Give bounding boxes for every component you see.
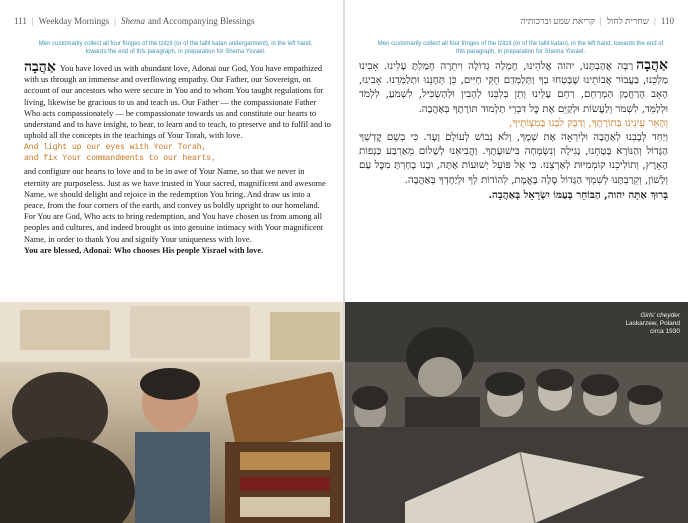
header-separator: |	[31, 16, 34, 26]
opening-hebrew-word: אַהֲבָה	[24, 60, 56, 75]
caption-line: Girls' cheyder	[640, 312, 680, 319]
instruction-note: Men customarily collect all four fringes of the tzitzit (or of the tallit katan), in the left hand, towards the end of this paragraph, in preparation for Shema Yisrael.	[377, 41, 664, 55]
header-section: שחרית לחול	[606, 16, 650, 26]
page-number: 110	[660, 16, 674, 26]
historical-photo	[345, 302, 688, 523]
right-page	[345, 0, 688, 523]
prayer-paragraph: אַהֲבָה You have loved us with abundant love, Adonai our God, You have empathized with us through an immense and overflowing empathy. Our Father, our Sovereign, on account of our ancestors who were secure in You and to whom You taught regulations for living, likewise be gracious to us and teach us. Our Father — the compassionate Father Who acts compassionately — be compassionate towards us and constitute our hearts to understand and to have insight, to hear, to learn and to teach, to preserve and to fulfil and to uphold all the concepts in the teachings of Your Torah, with love.	[24, 60, 331, 141]
classroom-photo	[0, 302, 343, 523]
closing-blessing: You are blessed, Adonai: Who chooses His people Yisrael with love.	[24, 245, 264, 255]
hebrew-prayer-text	[359, 58, 668, 202]
prayer-paragraph: אַהֲבָהרַבָּה אֲהַבְתָּנוּ, יהוה אֱלֹהֵינוּ, חֶמְלָה גְדוֹלָה וִיתֵרָה חָמַלְתָּ עָלֵינוּ. אָבִינוּ מַלְכֵּנוּ, בַּעֲבוּר אֲבוֹתֵינוּ שֶׁבָּטְחוּ בְךָ וַתְּלַמְּדֵם חֻקֵּי חַיִּים, כֵּן תְּחָנֵּנוּ וּתְלַמְּדֵנוּ. אָבִינוּ, הָאָב הָרַחֲמָן הַמְרַחֵם, רַחֵם עָלֵינוּ וְתֵן בְּלִבֵּנוּ לְהָבִין וּלְהַשְׂכִּיל, לִשְׁמֹעַ, לִלְמֹד וּלְלַמֵּד, לִשְׁמֹר וְלַעֲשׂוֹת וּלְקַיֵּם אֶת כׇּל דִּבְרֵי תַלְמוּד תּוֹרָתֶךָ בְּאַהֲבָה.	[359, 57, 668, 115]
prayer-paragraph: and configure our hearts to love and to be in awe of Your Name, so that we never in eternity are purposeless. Just as we have trusted in Your sacred, magnificent and awesome Name, we should delight and rejoice in the redemption You bring. And draw us into a peace, from the four corners of the earth, and convey us boldly upright to our homeland. For You are God, Who acts to bring redemption, and You have chosen us from among all peoples and cultures, and indeed brought us into genuine intimacy with Your magnificent Name, in order to thank You and signify Your uniqueness with love.	[24, 167, 326, 244]
highlight-line: And light up our eyes with Your Torah,	[24, 143, 207, 153]
header-separator: |	[599, 16, 602, 26]
header-title: קריאת שמע וברכותיה	[520, 16, 595, 26]
left-page-header	[14, 14, 329, 28]
highlight-line: and fix Your commandments to our hearts,	[24, 154, 217, 164]
left-page	[0, 0, 343, 523]
opening-hebrew-word: אַהֲבָה	[636, 57, 668, 73]
caption-line: Laskarzew, Poland	[625, 320, 680, 327]
header-title-rest: and Accompanying Blessings	[147, 16, 255, 26]
closing-blessing: בָּרוּךְ אַתָּה יהוה, הַבּוֹחֵר בְּעַמּוֹ יִשְׂרָאֵל בְּאַהֲבָה.	[488, 188, 668, 201]
page-number: 111	[14, 16, 27, 26]
highlight-line: וְהָאֵר עֵינֵינוּ בְּתוֹרָתֶךָ, וְדַבֵּק לִבֵּנוּ בְּמִצְוֹתֶיךָ,	[509, 117, 668, 129]
caption-line: circa 1930	[650, 328, 680, 335]
header-separator: |	[114, 16, 116, 26]
header-separator: |	[654, 16, 656, 26]
photo-caption	[610, 312, 680, 336]
prayer-paragraph: וְיַחֵד לְבָבֵנוּ לְאַהֲבָה וּלְיִרְאָה אֶת שְׁמֶךָ, וְלֹא נֵבוֹשׁ לְעוֹלָם וָעֶד. כִּי בְשֵׁם קׇדְשְׁךָ הַגָּדוֹל וְהַנּוֹרָא בָּטָחְנוּ, נָגִילָה וְנִשְׂמְחָה בִּישׁוּעָתֶךָ. וַהֲבִיאֵנוּ לְשָׁלוֹם מֵאַרְבַּע כַּנְפוֹת הָאָרֶץ, וְתוֹלִיכֵנוּ קוֹמְמִיּוּת לְאַרְצֵנוּ. כִּי אֵל פּוֹעֵל יְשׁוּעוֹת אָתָּה, וּבָנוּ בָחַרְתָּ מִכׇּל עַם וְלָשׁוֹן, וְקֵרַבְתָּנוּ לְשִׁמְךָ הַגָּדוֹל סֶלָה בֶּאֱמֶת, לְהוֹדוֹת לְךָ וּלְיַחֶדְךָ בְּאַהֲבָה.	[359, 132, 668, 186]
header-section: Weekday Mornings	[38, 16, 110, 26]
right-page-header	[359, 14, 674, 28]
classroom-photo-illustration	[0, 302, 343, 523]
header-title: Shema	[120, 16, 145, 26]
english-prayer-text	[24, 62, 331, 256]
instruction-note: Men customarily collect all four fringes of the tzitzit (or of the tallit katan undergarment), in the left hand, towards the end of this paragraph, in preparation for Shema Yisrael.	[38, 41, 313, 55]
